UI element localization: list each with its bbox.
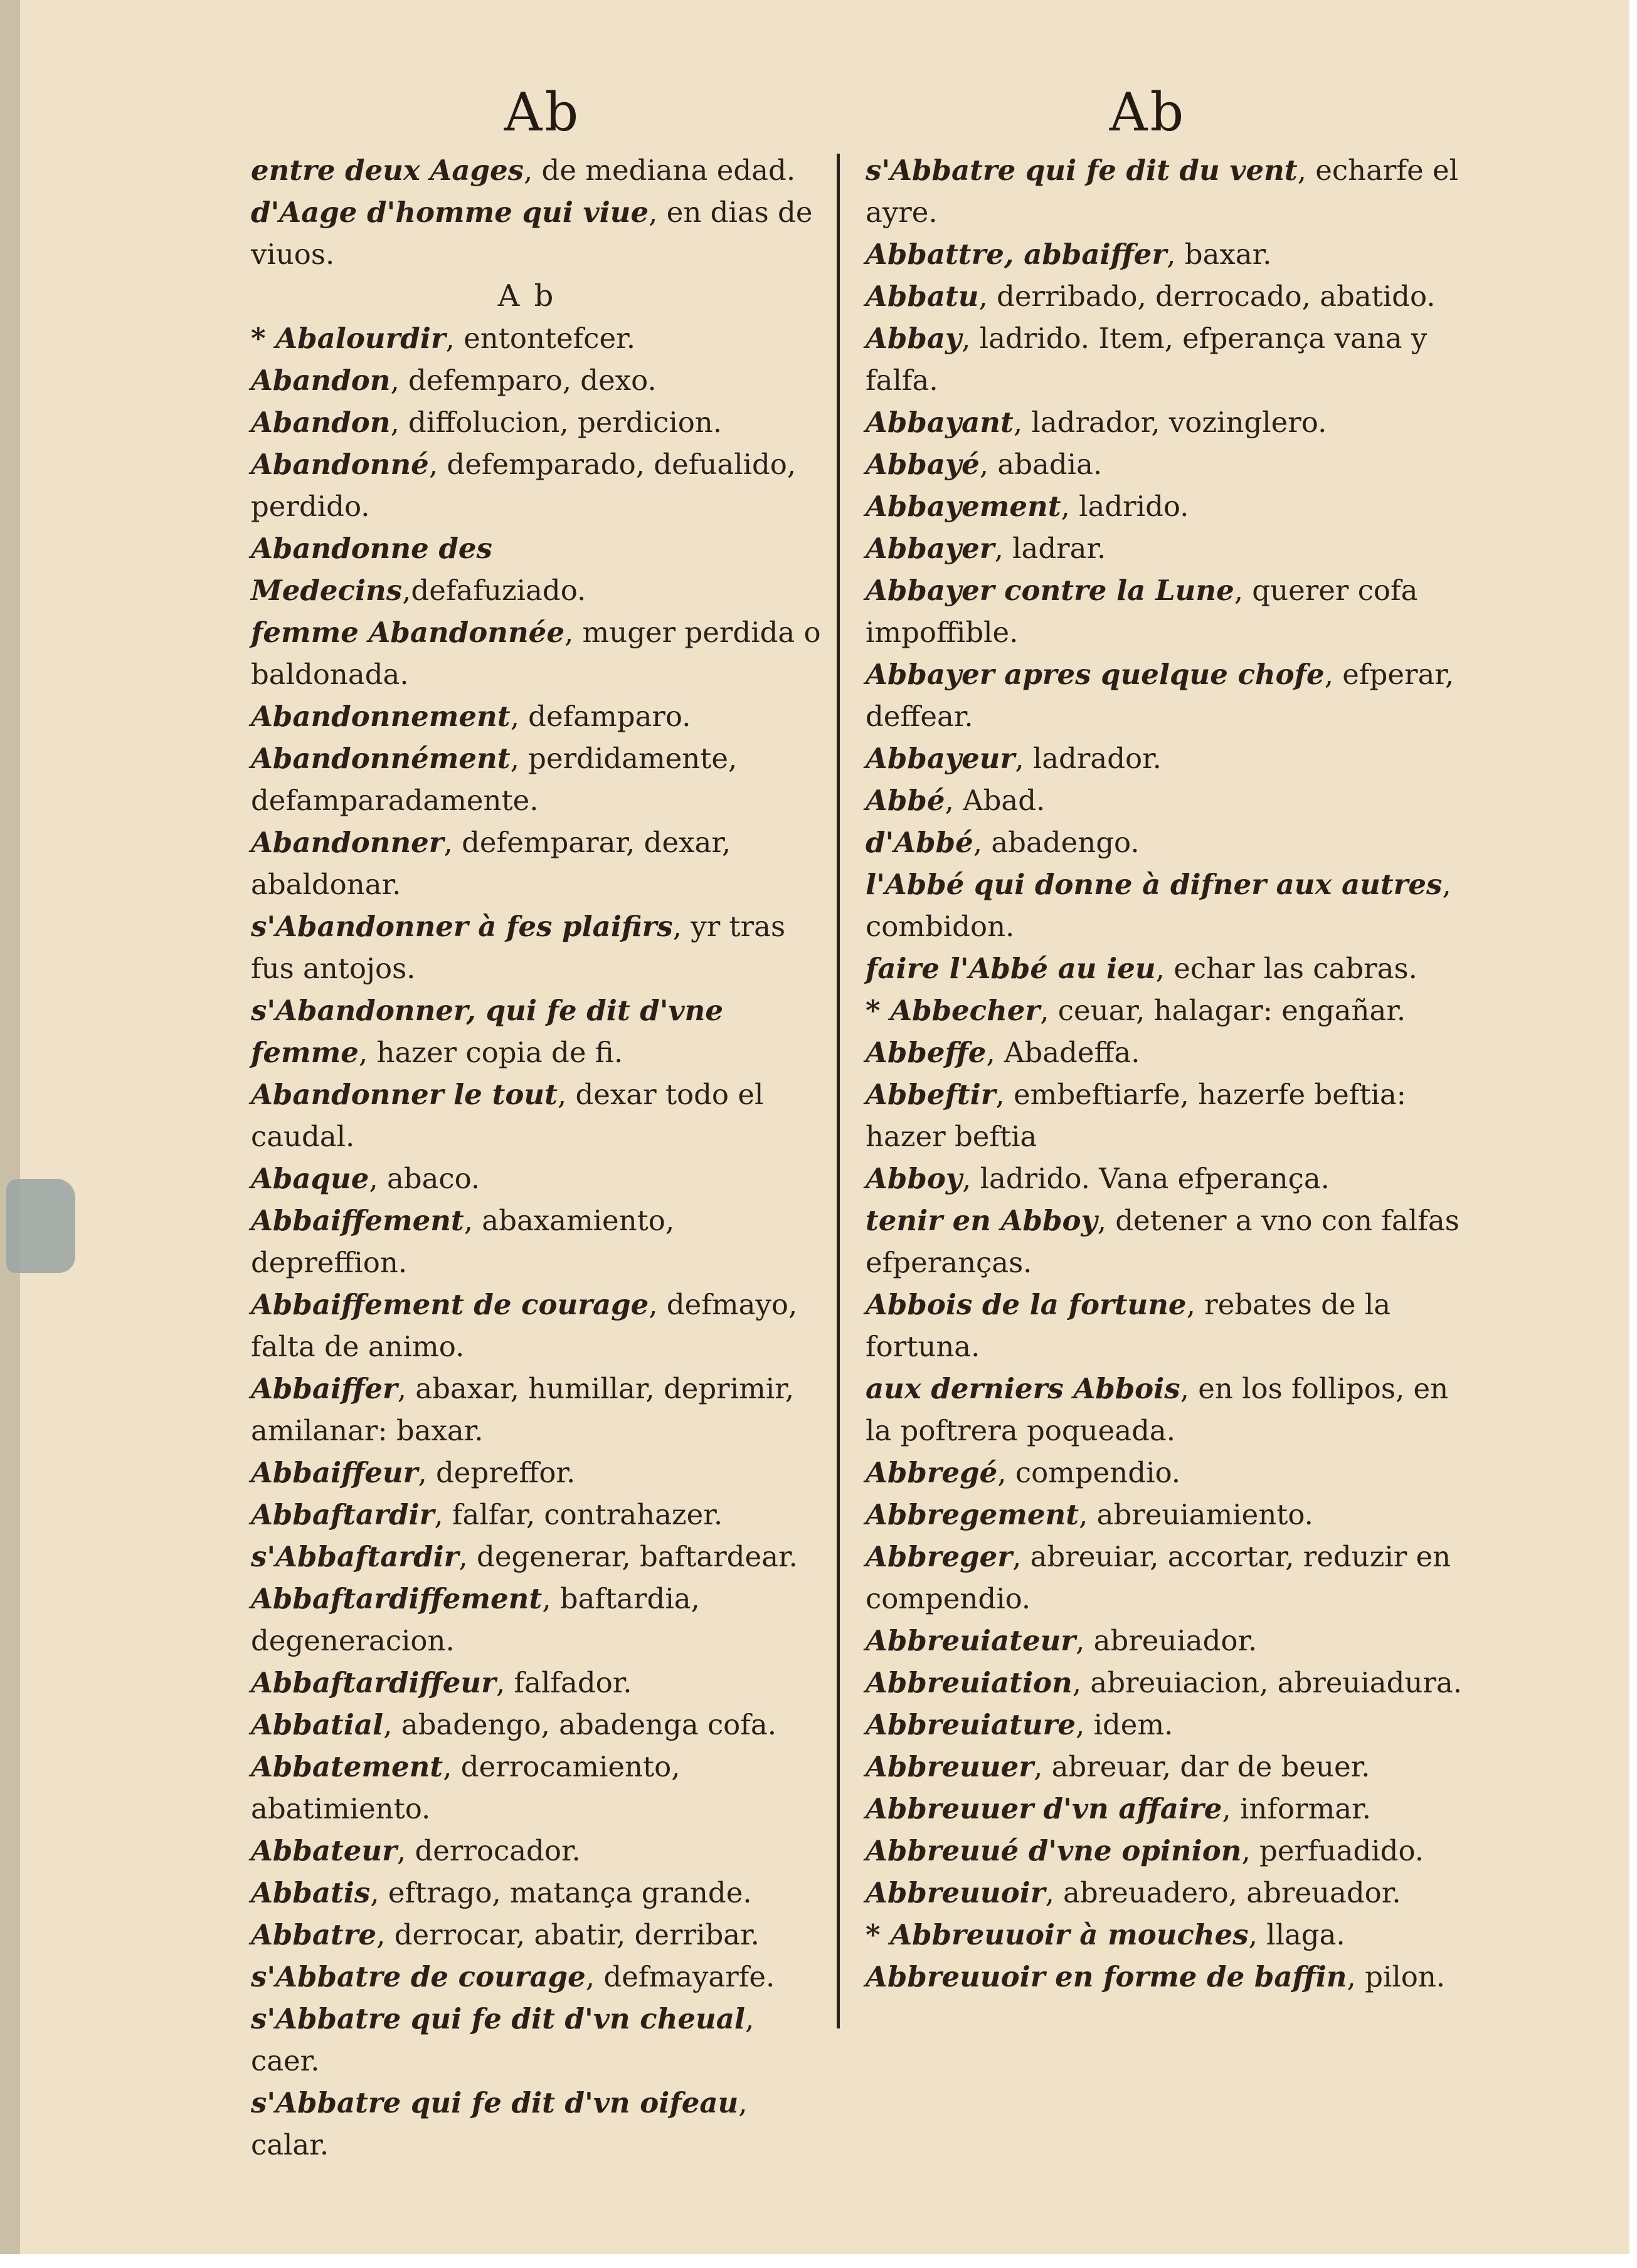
entry-translation: ,defafuziado. [402, 574, 586, 607]
entry-headword: Abbatial [251, 1708, 384, 1741]
dictionary-entry [251, 2082, 828, 2166]
entry-headword: l'Abbé qui donne à difner aux autres [866, 868, 1443, 901]
dictionary-entry [251, 1746, 828, 1830]
dictionary-entry [251, 611, 828, 695]
entry-translation: , degenerar, baftardear. [458, 1540, 798, 1573]
dictionary-entry [866, 1746, 1468, 1788]
entry-headword: Abbreuuoir en forme de baffin [866, 1960, 1347, 1993]
entry-headword: Abandonne des Medecins [251, 532, 492, 607]
entry-headword: Abbreuuoir [866, 1876, 1046, 1909]
entry-headword: Abbayant [866, 406, 1014, 439]
entry-translation: , detener a vno con falfas efperanças. [866, 1204, 1460, 1279]
entry-headword: Abandonner le tout [251, 1078, 558, 1111]
entry-translation: , falfar, contrahazer. [434, 1498, 723, 1531]
entry-translation: , eftrago, matança grande. [370, 1876, 752, 1909]
entry-headword: Abbayer apres quelque chofe [866, 658, 1325, 691]
entry-translation: , perdidamente, defamparadamente. [251, 742, 738, 817]
entry-translation: , abreuiar, accortar, reduzir en compendio. [866, 1540, 1451, 1615]
dictionary-entry [251, 359, 828, 401]
entry-translation: , baxar. [1167, 238, 1272, 271]
entry-translation: , defemparado, defualido, perdido. [251, 448, 797, 523]
dictionary-entry [866, 653, 1468, 737]
entry-headword: Abbatement [251, 1750, 443, 1783]
dictionary-entry [866, 1788, 1468, 1830]
dictionary-entry [251, 1956, 828, 1998]
dictionary-entry [251, 443, 828, 527]
right-column-header: Ab [1109, 82, 1187, 143]
entry-headword: Abbregement [866, 1498, 1079, 1531]
dictionary-entry [866, 443, 1468, 485]
dictionary-entry [866, 1284, 1468, 1368]
entry-translation: , embeftiarfe, hazerfe beftia: hazer beftia [866, 1078, 1406, 1153]
entry-headword: Abbateur [251, 1834, 397, 1867]
entry-translation: , abaco. [369, 1162, 480, 1195]
left-column-header: Ab [504, 82, 581, 143]
dictionary-entry [251, 695, 828, 737]
entry-translation: , abreuadero, abreuador. [1045, 1876, 1401, 1909]
entry-translation: , muger perdida o baldonada. [251, 616, 821, 691]
entry-headword: tenir en Abboy [866, 1204, 1098, 1237]
dictionary-entry [866, 1662, 1468, 1704]
entry-headword: Abbreuuer d'vn affaire [866, 1792, 1222, 1825]
section-heading: A b [497, 278, 556, 314]
entry-headword: Abbaiffer [251, 1372, 398, 1405]
dictionary-entry [866, 485, 1468, 527]
entry-headword: Abbayement [866, 490, 1061, 523]
entry-translation: , abreuiamiento. [1079, 1498, 1313, 1531]
entry-translation: , derrocador. [396, 1834, 581, 1867]
entry-headword: faire l'Abbé au ieu [866, 952, 1156, 985]
entry-translation: , informar. [1222, 1792, 1371, 1825]
entry-translation: , derrocamiento, abatimiento. [251, 1750, 681, 1825]
entry-headword: * Abbreuuoir à mouches [866, 1918, 1249, 1951]
entry-headword: Abbreuiature [866, 1708, 1076, 1741]
entry-translation: , Abadeffa. [986, 1036, 1140, 1069]
entry-translation: , ceuar, halagar: engañar. [1040, 994, 1406, 1027]
entry-translation: , entontefcer. [445, 322, 636, 355]
entry-headword: Abbay [866, 322, 962, 355]
entry-headword: Abbaiffement de courage [251, 1288, 649, 1321]
entry-headword: Abbaiffeur [251, 1456, 418, 1489]
dictionary-entry [866, 1073, 1468, 1158]
dictionary-entry [866, 947, 1468, 989]
entry-headword: Abbreger [866, 1540, 1012, 1573]
entry-translation: , abadia. [979, 448, 1103, 481]
dictionary-entry [866, 527, 1468, 569]
dictionary-entry [251, 527, 828, 611]
dictionary-entry [866, 1872, 1468, 1914]
entry-translation: , falfador. [495, 1666, 632, 1699]
dictionary-entry [251, 1452, 828, 1494]
dictionary-entry [866, 1914, 1468, 1956]
dictionary-entry [866, 401, 1468, 443]
dictionary-entry [866, 317, 1468, 401]
entry-translation: , dexar todo el caudal. [251, 1078, 764, 1153]
dictionary-entry [251, 1872, 828, 1914]
entry-headword: Abbaftardir [251, 1498, 435, 1531]
entry-headword: Abbregé [866, 1456, 998, 1489]
entry-translation: , defmayo, falta de animo. [251, 1288, 798, 1363]
dictionary-entry [866, 737, 1468, 779]
entry-headword: Abbeftir [866, 1078, 996, 1111]
entry-headword: Abandonné [251, 448, 429, 481]
entry-headword: Abbayeur [866, 742, 1015, 775]
entry-translation: , Abad. [945, 784, 1046, 817]
entry-headword: Abbé [866, 784, 945, 817]
dictionary-entry [866, 1031, 1468, 1073]
dictionary-entry [866, 1452, 1468, 1494]
entry-headword: Abbreuiation [866, 1666, 1073, 1699]
dictionary-entry [866, 989, 1468, 1031]
dictionary-entry [866, 1494, 1468, 1536]
dictionary-entry [866, 275, 1468, 317]
dictionary-entry [251, 905, 828, 989]
entry-translation: , querer cofa impoffible. [866, 574, 1418, 649]
entry-translation: , idem. [1076, 1708, 1173, 1741]
entry-translation: , pilon. [1347, 1960, 1446, 1993]
entry-translation: , abreuiacion, abreuiadura. [1072, 1666, 1463, 1699]
entry-headword: Abbattre, abbaiffer [866, 238, 1167, 271]
entry-headword: Abbayer contre la Lune [866, 574, 1234, 607]
entry-headword: s'Abbatre qui fe dit d'vn oifeau [251, 2086, 739, 2119]
entry-translation: , defamparo. [510, 700, 691, 733]
entry-headword: Abbayer [866, 532, 995, 565]
dictionary-entry [251, 149, 828, 191]
entry-headword: s'Abbatre de courage [251, 1960, 586, 1993]
entry-translation: , echar las cabras. [1155, 952, 1417, 985]
entry-headword: Abbreuuer [866, 1750, 1034, 1783]
dictionary-entry [866, 1158, 1468, 1200]
dictionary-entry [251, 317, 828, 359]
entry-translation: , defemparo, dexo. [390, 364, 657, 397]
entry-translation: , perfuadido. [1241, 1834, 1424, 1867]
entry-headword: Abandonnement [251, 700, 511, 733]
entry-headword: * Abbecher [866, 994, 1041, 1027]
dictionary-entry [866, 1368, 1468, 1452]
page-right-edge [1629, 0, 1637, 2268]
page-left-edge [0, 0, 20, 2268]
dictionary-entry [251, 1536, 828, 1578]
entry-translation: , echarfe el ayre. [866, 154, 1459, 229]
dictionary-entry [866, 1956, 1468, 1998]
entry-translation: , baftardia, degeneracion. [251, 1582, 700, 1657]
entry-translation: , llaga. [1248, 1918, 1345, 1951]
dictionary-entry [251, 1578, 828, 1662]
entry-translation: , defmayarfe. [585, 1960, 775, 1993]
dictionary-entry [866, 1830, 1468, 1872]
entry-translation: , de mediana edad. [523, 154, 796, 187]
entry-translation: , yr tras fus antojos. [251, 910, 786, 985]
entry-headword: Abbayé [866, 448, 980, 481]
dictionary-entry [251, 989, 828, 1073]
right-column [866, 149, 1468, 1998]
dictionary-entry [866, 821, 1468, 863]
entry-translation: , ladrador, vozinglero. [1013, 406, 1327, 439]
entry-headword: s'Abbatre qui fe dit d'vn cheual [251, 2002, 746, 2035]
entry-translation: , efperar, deffear. [866, 658, 1454, 733]
left-column [251, 149, 828, 2166]
entry-translation: , defemparar, dexar, abaldonar. [251, 826, 731, 901]
dictionary-entry [251, 1830, 828, 1872]
entry-translation: , depreffor. [418, 1456, 576, 1489]
entry-headword: Abandon [251, 406, 391, 439]
entry-translation: , abadengo, abadenga cofa. [383, 1708, 777, 1741]
dictionary-entry [866, 569, 1468, 653]
dictionary-entry [866, 1200, 1468, 1284]
entry-translation: , derribado, derrocado, abatido. [978, 280, 1436, 313]
dictionary-entry [866, 149, 1468, 233]
entry-headword: femme Abandonnée [251, 616, 564, 649]
entry-translation: , calar. [251, 2086, 748, 2161]
entry-translation: , ladrido. [1061, 490, 1189, 523]
entry-translation: , en dias de viuos. [251, 196, 813, 271]
entry-headword: d'Aage d'homme qui viue [251, 196, 649, 229]
entry-headword: Abbatis [251, 1876, 371, 1909]
entry-headword: Abbois de la fortune [866, 1288, 1187, 1321]
paper-stain [6, 1179, 75, 1273]
entry-translation: , derrocar, abatir, derribar. [376, 1918, 760, 1951]
entry-translation: , abaxar, humillar, deprimir, amilanar: baxar. [251, 1372, 795, 1447]
dictionary-entry [251, 821, 828, 905]
entry-headword: entre deux Aages [251, 154, 524, 187]
dictionary-entry [251, 1914, 828, 1956]
entry-headword: Abbeffe [866, 1036, 987, 1069]
entry-translation: , abadengo. [973, 826, 1140, 859]
entry-translation: , rebates de la fortuna. [866, 1288, 1391, 1363]
dictionary-entry [251, 191, 828, 275]
dictionary-entry [866, 1620, 1468, 1662]
entry-headword: d'Abbé [866, 826, 973, 859]
entry-headword: Abbaftardiffement [251, 1582, 543, 1615]
entry-headword: Abboy [866, 1162, 963, 1195]
entry-translation: , abreuiador. [1076, 1624, 1258, 1657]
dictionary-entry [866, 863, 1468, 947]
entry-headword: Abbreuiateur [866, 1624, 1076, 1657]
entry-headword: Abbaiffement [251, 1204, 464, 1237]
entry-headword: Abbatre [251, 1918, 377, 1951]
entry-headword: s'Abbaftardir [251, 1540, 459, 1573]
entry-translation: , caer. [251, 2002, 755, 2077]
entry-translation: , en los follipos, en la poftrera poqueada. [866, 1372, 1449, 1447]
dictionary-entry [251, 1662, 828, 1704]
dictionary-entry [251, 401, 828, 443]
entry-translation: , combidon. [866, 868, 1451, 943]
dictionary-entry [251, 1073, 828, 1158]
column-divider [837, 154, 840, 2028]
entry-translation: , ladrido. Vana efperança. [962, 1162, 1330, 1195]
entry-headword: Abaque [251, 1162, 369, 1195]
entry-translation: , abaxamiento, depreffion. [251, 1204, 675, 1279]
dictionary-entry [251, 1704, 828, 1746]
entry-translation: , ladrar. [994, 532, 1106, 565]
dictionary-entry [866, 1536, 1468, 1620]
entry-translation: , hazer copia de fi. [358, 1036, 623, 1069]
entry-headword: s'Abandonner, qui fe dit d'vne femme [251, 994, 724, 1069]
dictionary-entry [251, 1494, 828, 1536]
dictionary-entry [251, 737, 828, 821]
dictionary-entry [866, 779, 1468, 821]
entry-translation: , compendio. [997, 1456, 1181, 1489]
entry-translation: , diffolucion, perdicion. [390, 406, 723, 439]
entry-headword: s'Abbatre qui fe dit du vent [866, 154, 1298, 187]
dictionary-entry [866, 233, 1468, 275]
dictionary-entry [251, 1200, 828, 1284]
entry-headword: aux derniers Abbois [866, 1372, 1180, 1405]
dictionary-entry [251, 1998, 828, 2082]
entry-headword: Abbaftardiffeur [251, 1666, 496, 1699]
entry-translation: , ladrido. Item, efperança vana y falfa. [866, 322, 1428, 397]
entry-headword: Abandon [251, 364, 391, 397]
entry-headword: * Abalourdir [251, 322, 446, 355]
page-bottom-edge [0, 2254, 1637, 2268]
entry-translation: , abreuar, dar de beuer. [1033, 1750, 1370, 1783]
dictionary-entry [251, 1368, 828, 1452]
entry-headword: Abbatu [866, 280, 979, 313]
entry-headword: Abandonnément [251, 742, 511, 775]
entry-headword: Abandonner [251, 826, 444, 859]
entry-headword: s'Abandonner à fes plaifirs [251, 910, 673, 943]
entry-translation: , ladrador. [1015, 742, 1162, 775]
dictionary-entry [251, 1284, 828, 1368]
dictionary-entry [251, 1158, 828, 1200]
entry-headword: Abbreuué d'vne opinion [866, 1834, 1242, 1867]
dictionary-entry [866, 1704, 1468, 1746]
